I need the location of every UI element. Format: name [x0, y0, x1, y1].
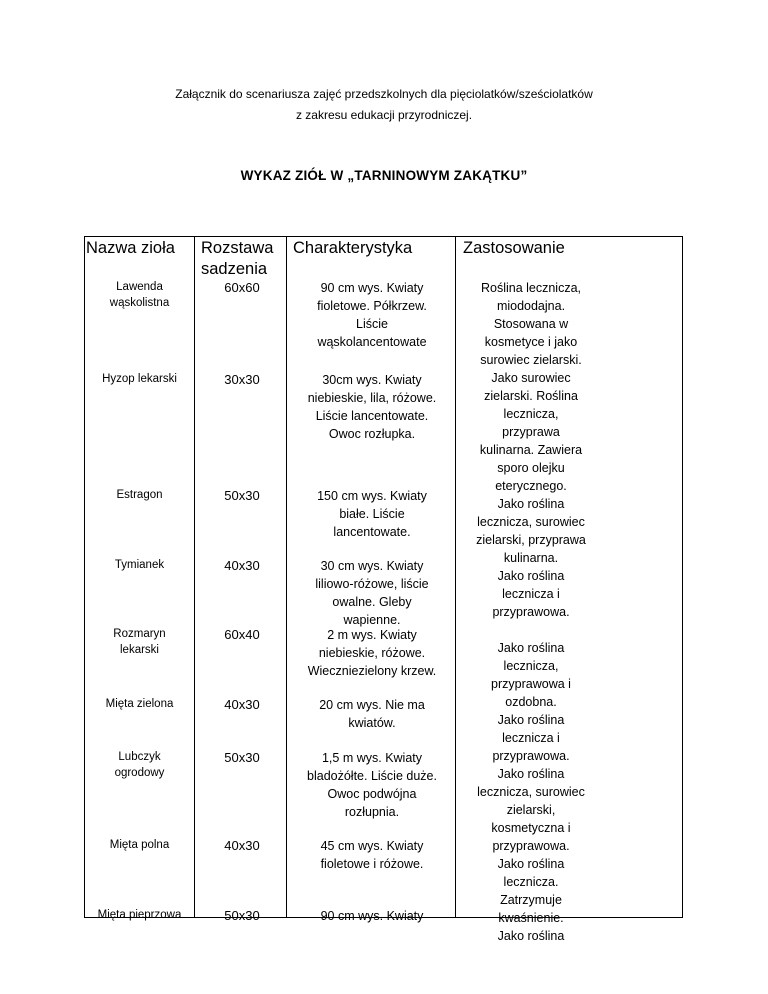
spacing-cell: 60x40	[224, 627, 260, 642]
use-line: lecznicza,	[503, 659, 559, 673]
use-line: kwaśnienie.	[498, 911, 564, 925]
cell-line: 150 cm wys. Kwiaty	[317, 489, 427, 503]
cell-line: 90 cm wys. Kwiaty	[320, 909, 424, 923]
document-title: WYKAZ ZIÓŁ W „TARNINOWYM ZAKĄTKU”	[240, 168, 528, 183]
intro-text	[0, 84, 768, 126]
herb-name-cell	[86, 279, 193, 311]
cell-line: Lubczyk	[118, 751, 161, 763]
cell-line: Mięta polna	[109, 839, 170, 851]
use-line: zielarski, przyprawa	[476, 533, 586, 547]
cell-line: Lawenda	[116, 281, 163, 293]
use-line: surowiec zielarski.	[480, 353, 582, 367]
use-line: zielarski. Roślina	[484, 389, 578, 403]
use-line: kulinarna.	[503, 551, 559, 565]
cell-line: bladożółte. Liście duże.	[307, 769, 437, 783]
cell-line: wąskolistna	[109, 297, 170, 309]
use-column-text	[459, 279, 603, 945]
header-spacing-1: Rozstawa	[201, 239, 274, 257]
use-line: eterycznego.	[495, 479, 567, 493]
use-line: przyprawowa.	[492, 839, 570, 853]
header-characteristics: Charakterystyka	[293, 239, 413, 257]
spacing-cell: 50x30	[224, 908, 260, 923]
herb-name-cell	[86, 696, 193, 712]
cell-line: rozłupnia.	[344, 805, 400, 819]
use-line: przyprawowa.	[492, 605, 570, 619]
cell-line: lekarski	[120, 644, 159, 656]
use-line: lecznicza.	[503, 875, 559, 889]
characteristics-cell	[290, 749, 454, 821]
characteristics-cell	[290, 696, 454, 732]
use-line: lecznicza, surowiec	[477, 515, 585, 529]
cell-line: wapienne.	[343, 613, 401, 627]
cell-line: Mięta zielona	[105, 698, 174, 710]
spacing-cell: 50x30	[224, 488, 260, 503]
cell-line: 45 cm wys. Kwiaty	[320, 839, 424, 853]
characteristics-cell	[290, 487, 454, 541]
use-line: sporo olejku	[497, 461, 565, 475]
use-line: lecznicza,	[503, 407, 559, 421]
herb-name-cell	[86, 371, 193, 387]
spacing-cell: 60x60	[224, 280, 260, 295]
cell-line: Wiecznie​zielony krzew.	[307, 664, 437, 678]
cell-line: białe. Liście	[339, 507, 405, 521]
cell-line: Owoc rozłupka.	[328, 427, 416, 441]
use-line: kosmetyce i jako	[484, 335, 578, 349]
use-line: lecznicza i	[502, 587, 560, 601]
intro-line-2: z zakresu edukacji przyrodniczej.	[295, 108, 473, 122]
use-line: Jako roślina	[497, 929, 565, 943]
herb-name-cell	[86, 749, 193, 781]
characteristics-cell	[290, 371, 454, 443]
herb-name-cell	[86, 487, 193, 503]
use-line	[459, 621, 603, 639]
characteristics-cell	[290, 626, 454, 680]
cell-line: Estragon	[116, 489, 163, 501]
cell-line: niebieskie, różowe.	[318, 646, 426, 660]
spacing-cell: 40x30	[224, 697, 260, 712]
characteristics-cell	[290, 837, 454, 873]
use-line: miododajna.	[496, 299, 566, 313]
cell-line: fioletowe. Półkrzew.	[317, 299, 427, 313]
cell-line: Liście	[356, 317, 388, 331]
use-line: Jako surowiec	[491, 371, 571, 385]
cell-line: 30 cm wys. Kwiaty	[320, 559, 424, 573]
cell-line: Tymianek	[114, 559, 165, 571]
cell-line: 2 m wys. Kwiaty	[327, 628, 417, 642]
column-divider	[455, 236, 456, 918]
cell-line: 30cm wys. Kwiaty	[322, 373, 422, 387]
cell-line: fioletowe i różowe.	[320, 857, 424, 871]
herb-name-cell	[86, 557, 193, 573]
use-line: przyprawa	[502, 425, 560, 439]
use-line: kulinarna. Zawiera	[479, 443, 583, 457]
cell-line: Hyzop lekarski	[102, 373, 177, 385]
header-name: Nazwa zioła	[86, 239, 175, 257]
cell-line: ogrodowy	[114, 767, 165, 779]
column-divider	[194, 236, 195, 918]
spacing-cell: 40x30	[224, 558, 260, 573]
spacing-cell: 50x30	[224, 750, 260, 765]
use-line: Jako roślina	[497, 569, 565, 583]
use-line: lecznicza i	[502, 731, 560, 745]
herb-name-cell	[86, 907, 193, 923]
herb-name-cell	[86, 626, 193, 658]
intro-line-1: Załącznik do scenariusza zajęć przedszkolnych dla pięciolatków/sześciolatków	[175, 87, 593, 101]
use-line: zielarski,	[506, 803, 556, 817]
header-use: Zastosowanie	[463, 239, 565, 257]
cell-line: Liście lancentowate.	[315, 409, 429, 423]
cell-line: 1,5 m wys. Kwiaty	[321, 751, 423, 765]
use-line: Jako roślina	[497, 713, 565, 727]
use-line: Stosowana w	[493, 317, 569, 331]
table-border-left	[84, 236, 85, 918]
spacing-cell: 30x30	[224, 372, 260, 387]
cell-line: lancentowate.	[333, 525, 411, 539]
use-line: Jako roślina	[497, 857, 565, 871]
herb-table	[84, 236, 683, 943]
cell-line: niebieskie, lila, różowe.	[307, 391, 437, 405]
use-line: przyprawowa.	[492, 749, 570, 763]
cell-line: Mięta pieprzowa	[97, 909, 182, 921]
cell-line: Rozmaryn	[113, 628, 166, 640]
cell-line: 90 cm wys. Kwiaty	[320, 281, 424, 295]
column-divider	[286, 236, 287, 918]
cell-line: kwiatów.	[348, 716, 396, 730]
table-border-right	[682, 236, 683, 918]
use-line: przyprawowa i	[491, 677, 571, 691]
use-line: lecznicza, surowiec	[477, 785, 585, 799]
spacing-cell: 40x30	[224, 838, 260, 853]
cell-line: Owoc podwójna	[327, 787, 417, 801]
use-line: kosmetyczna i	[491, 821, 571, 835]
herb-name-cell	[86, 837, 193, 853]
use-line: ozdobna.	[505, 695, 557, 709]
characteristics-cell	[290, 907, 454, 925]
use-line: Jako roślina	[497, 767, 565, 781]
use-line: Jako roślina	[497, 641, 565, 655]
use-line: Zatrzymuje	[500, 893, 562, 907]
use-line: Jako roślina	[497, 497, 565, 511]
use-line: Roślina lecznicza,	[480, 281, 582, 295]
header-spacing-2: sadzenia	[201, 260, 268, 278]
cell-line: 20 cm wys. Nie ma	[319, 698, 425, 712]
cell-line: wąskolancentowate	[317, 335, 427, 349]
table-border-top	[84, 236, 683, 237]
characteristics-cell	[290, 279, 454, 351]
cell-line: liliowo-różowe, liście	[315, 577, 429, 591]
cell-line: owalne. Gleby	[332, 595, 412, 609]
characteristics-cell	[290, 557, 454, 629]
